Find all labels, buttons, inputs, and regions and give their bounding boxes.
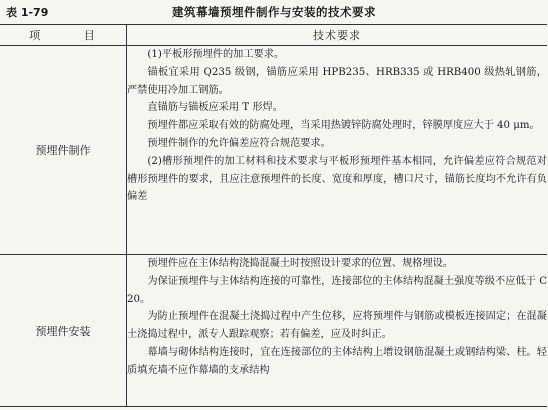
requirement-paragraph: 为保证预埋件与主体结构连接的可靠性，连接部位的主体结构混凝土强度等级不应低于 C20。 [127, 275, 547, 305]
requirement-paragraph: 预埋件应在主体结构浇捣混凝土时按照设计要求的位置、规格埋设。 [147, 258, 454, 269]
table-header-row [0, 25, 547, 46]
row-item-label: 预埋件安装 [0, 255, 127, 407]
requirement-paragraph: 为防止预埋件在混凝土浇捣过程中产生位移，应将预埋件与钢筋或模板连接固定；在混凝土浇捣过程中，派专人跟踪观察；若有偏差，应及时纠正。 [127, 311, 547, 341]
requirement-paragraph: 幕墙与砌体结构连接时，宜在连接部位的主体结构上增设钢筋混凝土或钢结构梁、柱。轻质填充墙不应作幕墙的支承结构 [127, 346, 547, 376]
header-requirements: 技术要求 [127, 25, 548, 46]
table-caption [0, 0, 548, 22]
requirements-table [0, 24, 547, 407]
requirement-paragraph: (1)平板形预埋件的加工要求。 [147, 49, 285, 60]
requirement-paragraph: 锚板宜采用 Q235 级钢，锚筋应采用 HPB235、HRB335 或 HRB400 级热轧钢筋，严禁使用冷加工钢筋。 [127, 66, 547, 96]
table-row [0, 255, 547, 407]
table-row [0, 46, 547, 255]
row-item-label: 预埋件制作 [0, 46, 127, 255]
header-item: 项 目 [0, 25, 127, 46]
requirement-paragraph: 预埋件都应采取有效的防腐处理，当采用热镀锌防腐处理时，锌膜厚度应大于 40 μm。 [147, 120, 540, 132]
row-requirements [127, 46, 548, 255]
requirement-paragraph: 直锚筋与锚板应采用 T 形焊。 [147, 102, 283, 114]
table-number: 表 1-79 [6, 6, 49, 19]
requirement-paragraph: (2)槽形预埋件的加工材料和技术要求与平板形预埋件基本相同，允许偏差应符合规范对槽形预埋件的要求，且应注意预埋件的长度、宽度和厚度，槽口尺寸，锚筋长度均不允许有负偏差 [127, 155, 547, 203]
row-requirements [127, 255, 548, 407]
table-title: 建筑幕墙预埋件制作与安装的技术要求 [172, 5, 376, 19]
requirement-paragraph: 预埋件制作的允许偏差应符合规范要求。 [147, 137, 331, 149]
